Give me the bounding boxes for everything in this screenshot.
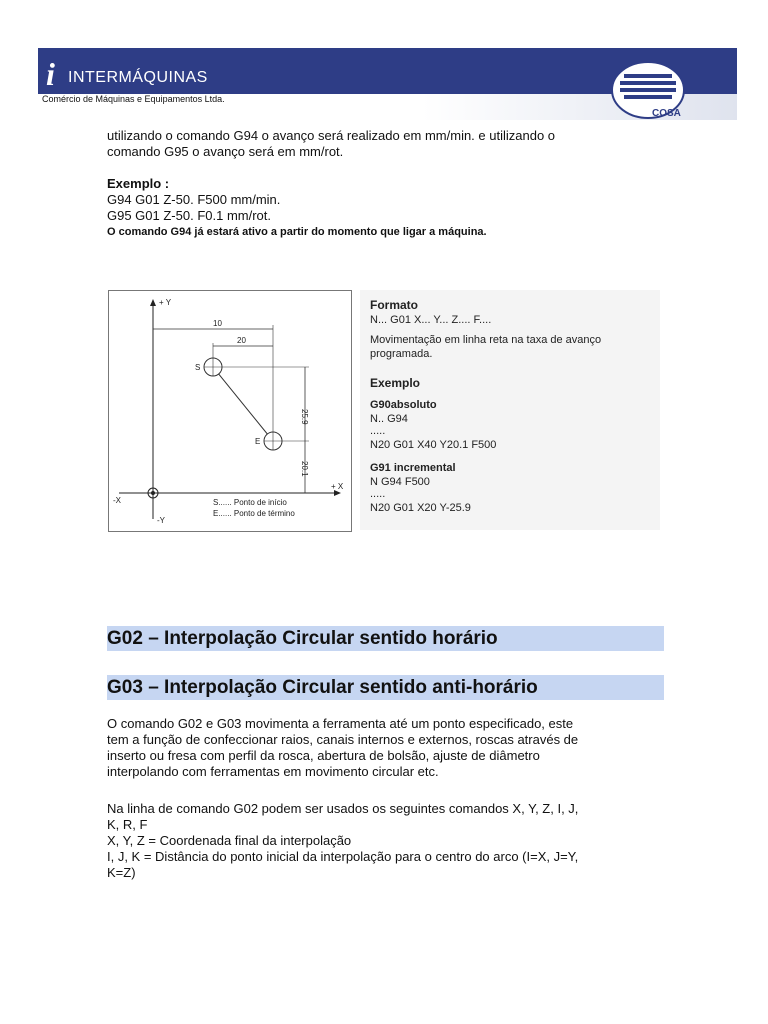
formato-desc-2: programada.	[370, 348, 433, 360]
para2-line-4: I, J, K = Distância do ponto inicial da interpolação para o centro do arco (I=X, J=Y,	[107, 849, 579, 864]
para1-line-1: O comando G02 e G03 movimenta a ferramenta até um ponto especificado, este	[107, 716, 574, 731]
start-point-label: S	[195, 363, 201, 372]
company-logo-letter: i	[46, 56, 55, 92]
example-note: O comando G94 já estará ativo a partir do momento que ligar a máquina.	[107, 226, 487, 238]
para1-line-3: inserto ou fresa com perfil da rosca, abertura de bolsão, ajuste de diâmetro	[107, 748, 540, 763]
legend-end: E...... Ponto de término	[213, 509, 295, 518]
g90-dots: .....	[370, 425, 386, 437]
cosa-logo-text: COSA	[652, 108, 681, 119]
formato-line: N... G01 X... Y... Z.... F....	[370, 314, 492, 326]
para2-line-3: X, Y, Z = Coordenada final da interpolação	[107, 833, 352, 848]
g03-heading: G03 – Interpolação Circular sentido anti-horário	[107, 675, 664, 700]
example-line-1: G94 G01 Z-50. F500 mm/min.	[107, 192, 281, 207]
company-tagline: Comércio de Máquinas e Equipamentos Ltda.	[42, 94, 225, 104]
g02-heading: G02 – Interpolação Circular sentido horário	[107, 626, 664, 651]
dim-10-label: 10	[213, 319, 222, 328]
dim-20-label: 20	[237, 336, 246, 345]
formato-title: Formato	[370, 298, 418, 312]
g90-title: G90absoluto	[370, 399, 437, 411]
g91-title: G91 incremental	[370, 462, 456, 474]
legend-start: S...... Ponto de início	[213, 498, 287, 507]
example-title: Exemplo :	[107, 176, 170, 191]
cosa-logo	[610, 60, 688, 120]
company-header	[38, 48, 737, 120]
g90-line-1: N.. G94	[370, 413, 408, 425]
g91-line-1: N G94 F500	[370, 476, 430, 488]
tool-path-line	[213, 367, 273, 441]
g91-dots: .....	[370, 488, 386, 500]
origin-dot	[151, 491, 155, 495]
exemplo-title: Exemplo	[370, 376, 421, 390]
intro-line-2: comando G95 o avanço será em mm/rot.	[107, 144, 344, 159]
intro-line-1: utilizando o comando G94 o avanço será realizado em mm/min. e utilizando o	[107, 128, 556, 143]
company-name: INTERMÁQUINAS	[68, 69, 208, 86]
dim-20-1-label: 20.1	[300, 461, 309, 477]
example-line-2: G95 G01 Z-50. F0.1 mm/rot.	[107, 208, 271, 223]
linear-interpolation-diagram	[108, 290, 352, 532]
axis-plus-y-label: + Y	[159, 298, 172, 307]
formato-desc-1: Movimentação em linha reta na taxa de avanço	[370, 334, 602, 346]
axis-minus-y-label: -Y	[157, 516, 165, 525]
g01-format-panel	[360, 290, 660, 530]
para2-line-1: Na linha de comando G02 podem ser usados os seguintes comandos X, Y, Z, I, J,	[107, 801, 579, 816]
axis-plus-x-label: + X	[331, 482, 344, 491]
dim-25-9-label: 25.9	[300, 409, 309, 425]
para1-line-4: interpolando com ferramentas em movimento circular etc.	[107, 764, 439, 779]
para1-line-2: tem a função de confeccionar raios, canais internos e externos, roscas através de	[107, 732, 579, 747]
para2-line-5: K=Z)	[107, 865, 136, 880]
y-axis-arrow	[150, 299, 156, 306]
para2-line-2: K, R, F	[107, 817, 148, 832]
axis-minus-x-label: -X	[113, 496, 121, 505]
end-point-label: E	[255, 437, 261, 446]
g91-line-2: N20 G01 X20 Y-25.9	[370, 502, 471, 514]
g90-line-2: N20 G01 X40 Y20.1 F500	[370, 439, 497, 451]
